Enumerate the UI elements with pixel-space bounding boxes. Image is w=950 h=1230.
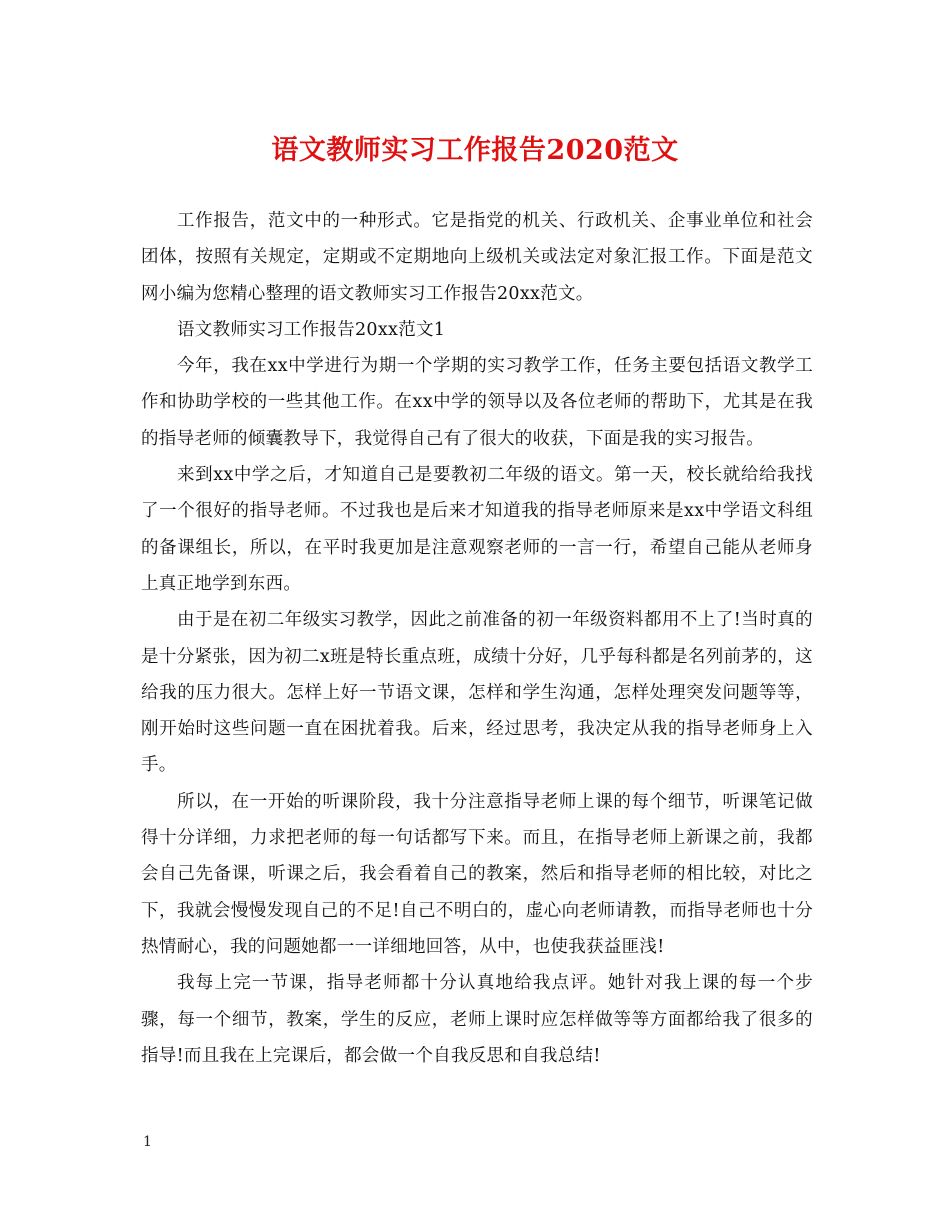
paragraph: 今年，我在xx中学进行为期一个学期的实习教学工作，任务主要包括语文教学工作和协助学校的一些其他工作。在xx中学的领导以及各位老师的帮助下，尤其是在我的指导老师的倾囊教导下，我觉得自己有了很大的收获，下面是我的实习报告。 bbox=[141, 356, 813, 449]
paragraph-intro: 工作报告，范文中的一种形式。它是指党的机关、行政机关、企事业单位和社会团体，按照有关规定，定期或不定期地向上级机关或法定对象汇报工作。下面是范文网小编为您精心整理的语文教师实习工作报告20xx范文。 bbox=[141, 211, 813, 304]
paragraph: 所以，在一开始的听课阶段，我十分注意指导老师上课的每个细节，听课笔记做得十分详细，力求把老师的每一句话都写下来。而且，在指导老师上新课之前，我都会自己先备课，听课之后，我会看着自己的教案，然后和指导老师的相比较，对比之下，我就会慢慢发现自己的不足!自己不明白的，虚心向老师请教，而指导老师也十分热情耐心，我的问题她都一一详细地回答，从中，也使我获益匪浅! bbox=[141, 791, 813, 957]
paragraph: 我每上完一节课，指导老师都十分认真地给我点评。她针对我上课的每一个步骤，每一个细节，教案，学生的反应，老师上课时应怎样做等等方面都给我了很多的指导!而且我在上完课后，都会做一个自我反思和自我总结! bbox=[141, 973, 813, 1066]
paragraph: 由于是在初二年级实习教学，因此之前准备的初一年级资料都用不上了!当时真的是十分紧张，因为初二x班是特长重点班，成绩十分好，几乎每科都是名列前茅的，这给我的压力很大。怎样上好一节语文课，怎样和学生沟通，怎样处理突发问题等等，刚开始时这些问题一直在困扰着我。后来，经过思考，我决定从我的指导老师身上入手。 bbox=[141, 610, 813, 776]
document-title: 语文教师实习工作报告2020范文 bbox=[271, 135, 679, 166]
document-body bbox=[141, 203, 813, 1074]
section-heading: 语文教师实习工作报告20xx范文1 bbox=[177, 319, 446, 340]
paragraph: 来到xx中学之后，才知道自己是要教初二年级的语文。第一天，校长就给给我找了一个很好的指导老师。不过我也是后来才知道我的指导老师原来是xx中学语文科组的备课组长，所以，在平时我更加是注意观察老师的一言一行，希望自己能从老师身上真正地学到东西。 bbox=[141, 465, 813, 594]
page-number: 1 bbox=[143, 1134, 152, 1150]
